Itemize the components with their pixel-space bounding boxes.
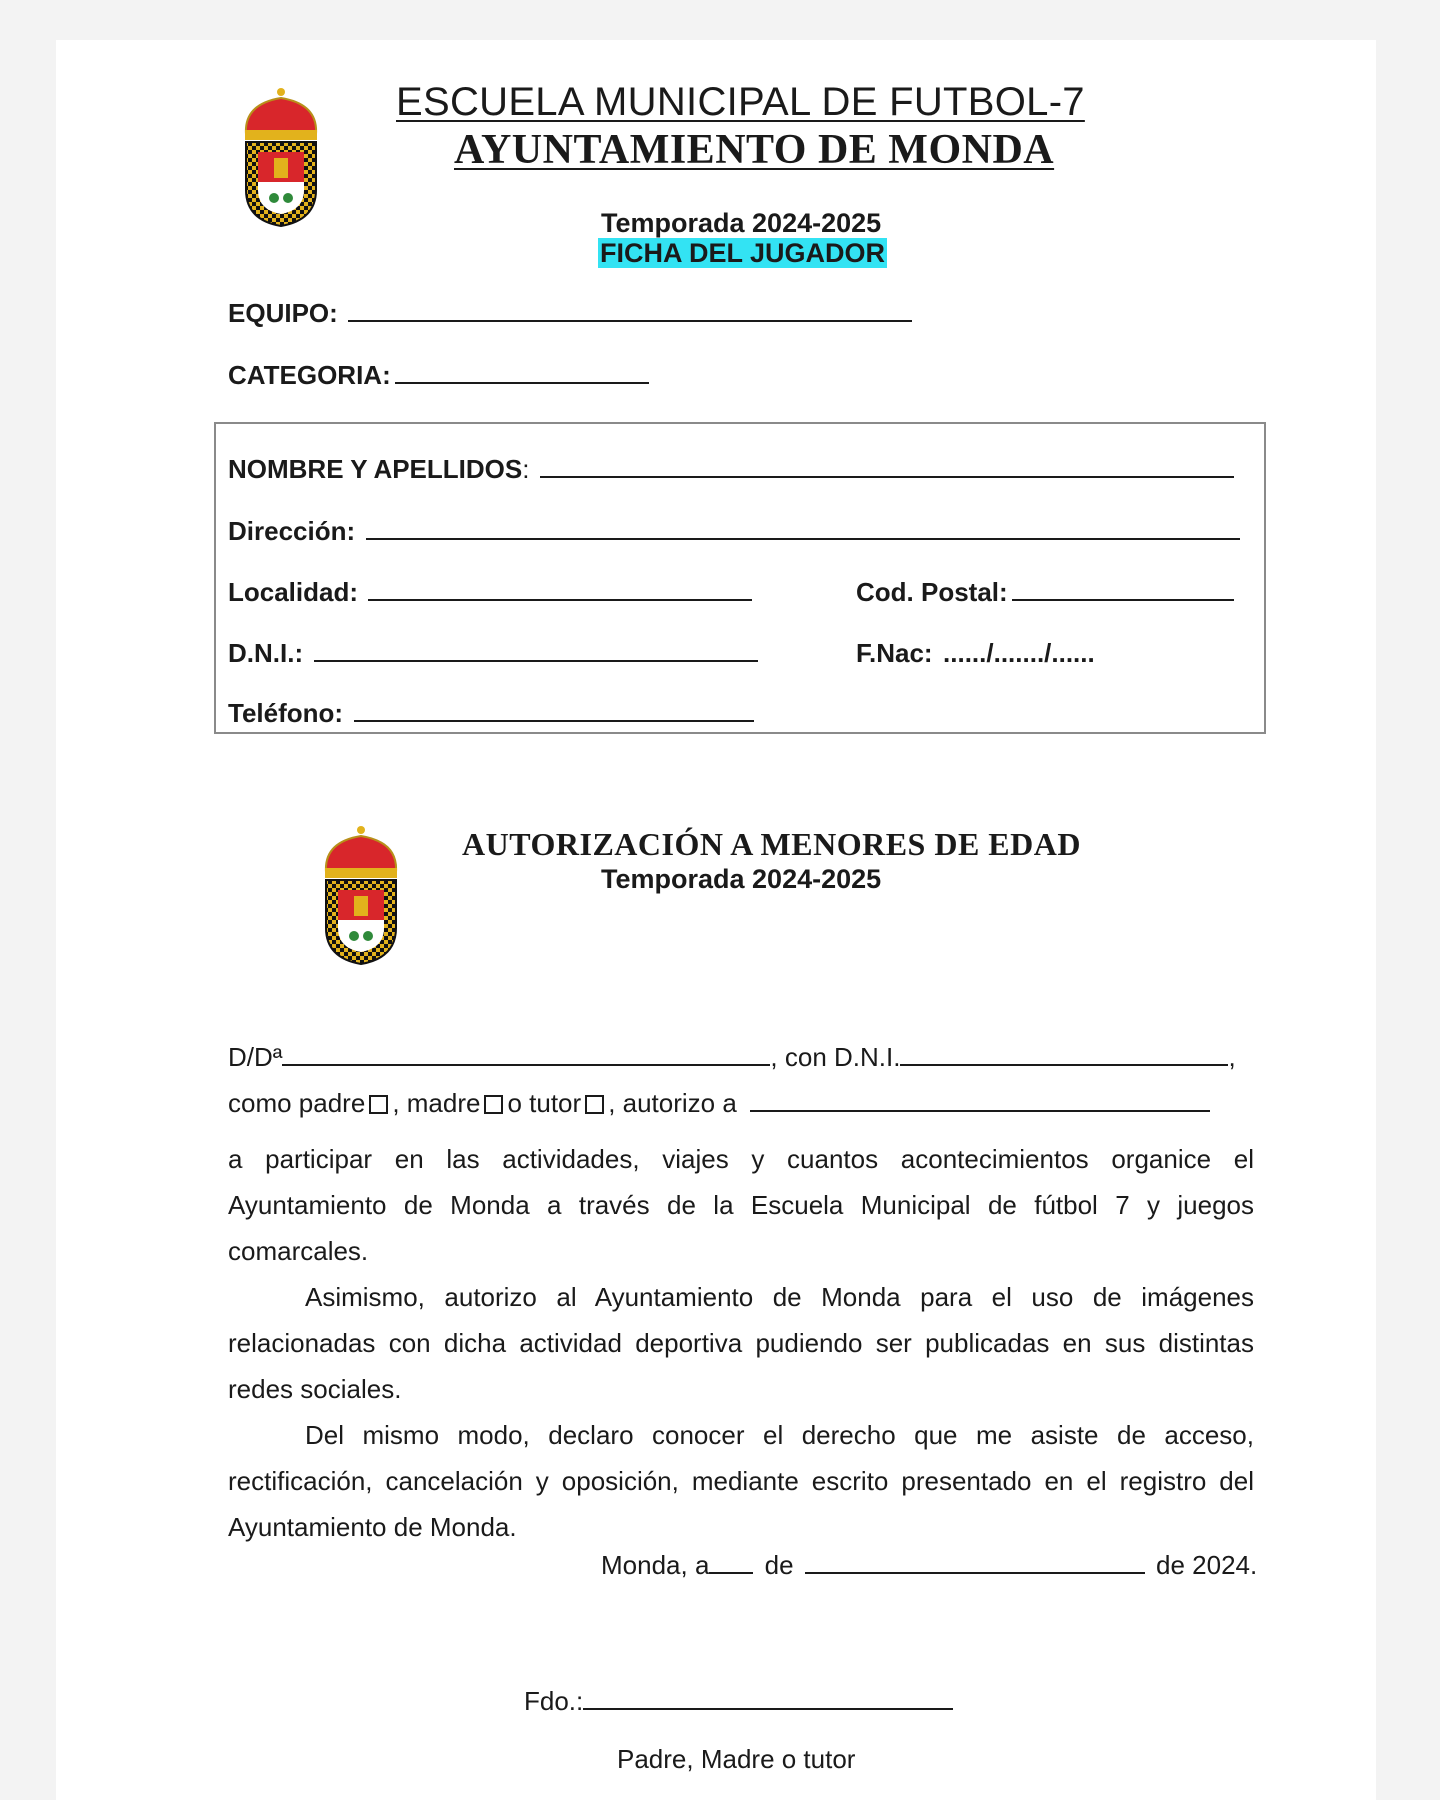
localidad-row bbox=[228, 577, 752, 608]
madre-label: , madre bbox=[392, 1088, 481, 1118]
cod-postal-row bbox=[856, 577, 1234, 608]
date-prefix: Monda, a bbox=[601, 1550, 710, 1580]
authorization-paragraph-3: Del mismo modo, declaro conocer el derecho que me asiste de acceso, rectificación, cancelación y oposición, mediante escrito presentado en el registro del Ayuntamiento de Monda. bbox=[228, 1420, 1254, 1542]
tutor-label: o tutor bbox=[507, 1088, 582, 1118]
date-de: de bbox=[764, 1550, 794, 1580]
cod-postal-label: Cod. Postal: bbox=[856, 577, 1008, 607]
dni-field[interactable] bbox=[314, 660, 758, 662]
localidad-label: Localidad: bbox=[228, 577, 359, 607]
direccion-label: Dirección: bbox=[228, 516, 356, 546]
dd-row bbox=[228, 1042, 1236, 1073]
nombre-field[interactable] bbox=[540, 476, 1234, 478]
cod-postal-field[interactable] bbox=[1012, 599, 1234, 601]
categoria-label: CATEGORIA: bbox=[228, 360, 391, 390]
direccion-row bbox=[228, 516, 1240, 547]
season-label: Temporada 2024-2025 bbox=[601, 208, 882, 238]
authorization-paragraph-2: Asimismo, autorizo al Ayuntamiento de Monda para el uso de imágenes relacionadas con dicha actividad deportiva pudiendo ser publicadas en sus distintas redes sociales. bbox=[228, 1282, 1254, 1404]
date-row bbox=[601, 1550, 1257, 1581]
autorizo-label: , autorizo a bbox=[608, 1088, 737, 1118]
fnac-label: F.Nac: bbox=[856, 638, 933, 668]
dd-label: D/Dª bbox=[228, 1042, 283, 1072]
fnac-row bbox=[856, 638, 1095, 669]
categoria-field[interactable] bbox=[395, 382, 649, 384]
authorization-title: AUTORIZACIÓN A MENORES DE EDAD bbox=[462, 826, 1081, 862]
authorization-season: Temporada 2024-2025 bbox=[601, 864, 882, 894]
madre-checkbox[interactable] bbox=[484, 1095, 503, 1114]
council-title: AYUNTAMIENTO DE MONDA bbox=[454, 127, 1055, 173]
categoria-row bbox=[228, 360, 649, 391]
tutor-checkbox[interactable] bbox=[585, 1095, 604, 1114]
monda-coat-of-arms-2 bbox=[320, 824, 402, 966]
telefono-label: Teléfono: bbox=[228, 698, 344, 728]
direccion-field[interactable] bbox=[366, 538, 1240, 540]
dd-comma: , bbox=[1228, 1042, 1236, 1072]
signature-field[interactable] bbox=[583, 1708, 953, 1710]
monda-coat-of-arms bbox=[240, 86, 322, 228]
form-title bbox=[598, 238, 887, 269]
school-title: ESCUELA MUNICIPAL DE FUTBOL-7 bbox=[396, 80, 1085, 124]
nombre-label: NOMBRE Y APELLIDOS bbox=[228, 454, 523, 484]
dd-name-field[interactable] bbox=[282, 1064, 770, 1066]
day-field[interactable] bbox=[709, 1572, 753, 1574]
equipo-field[interactable] bbox=[348, 320, 912, 322]
telefono-row bbox=[228, 698, 754, 729]
document-page bbox=[56, 40, 1376, 1800]
signature-row bbox=[524, 1686, 953, 1717]
month-field[interactable] bbox=[805, 1572, 1145, 1574]
padre-checkbox[interactable] bbox=[369, 1095, 388, 1114]
date-suffix: de 2024. bbox=[1156, 1550, 1258, 1580]
dd-dni-label: , con D.N.I. bbox=[770, 1042, 901, 1072]
signature-label: Fdo.: bbox=[524, 1686, 584, 1716]
minor-name-field[interactable] bbox=[750, 1110, 1210, 1112]
dni-row bbox=[228, 638, 758, 669]
nombre-row bbox=[228, 454, 1234, 485]
como-padre-label: como padre bbox=[228, 1088, 366, 1118]
dd-dni-field[interactable] bbox=[900, 1064, 1228, 1066]
equipo-label: EQUIPO: bbox=[228, 298, 338, 328]
signer-label: Padre, Madre o tutor bbox=[617, 1744, 856, 1774]
nombre-colon: : bbox=[522, 454, 530, 484]
fnac-value[interactable]: ....../......./...... bbox=[943, 638, 1095, 668]
form-title-highlight: FICHA DEL JUGADOR bbox=[600, 238, 886, 268]
telefono-field[interactable] bbox=[354, 720, 754, 722]
dni-label: D.N.I.: bbox=[228, 638, 304, 668]
equipo-row bbox=[228, 298, 912, 329]
authorization-paragraph-1: a participar en las actividades, viajes y cuantos acontecimientos organice el Ayuntamiento de Monda a través de la Escuela Municipal de fútbol 7 y juegos comarcales. bbox=[228, 1144, 1254, 1266]
localidad-field[interactable] bbox=[368, 599, 752, 601]
guardian-row bbox=[228, 1088, 1210, 1119]
